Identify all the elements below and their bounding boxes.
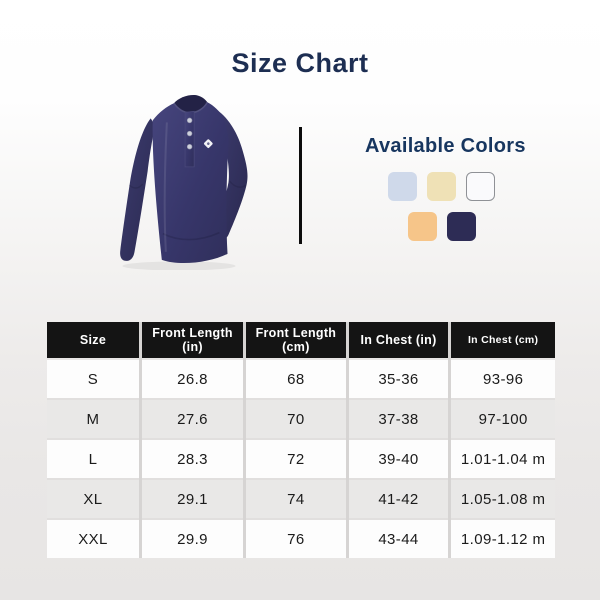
value-cell: 26.8 xyxy=(140,359,244,399)
color-swatch-cream xyxy=(427,172,456,201)
product-photo xyxy=(100,82,258,270)
size-table-header xyxy=(47,322,555,359)
value-cell: 1.09-1.12 m xyxy=(460,530,546,548)
column-header-1: Front Length (in) xyxy=(140,322,244,359)
value-cell: 39-40 xyxy=(347,439,450,479)
value-cell: 72 xyxy=(245,439,348,479)
value-cell: 93-96 xyxy=(450,359,555,399)
page-title: Size Chart xyxy=(231,48,369,78)
size-cell: M xyxy=(47,399,140,439)
value-cell: 35-36 xyxy=(347,359,450,399)
value-cell: 29.9 xyxy=(140,519,244,558)
column-header-3: In Chest (in) xyxy=(347,322,450,359)
value-cell: 43-44 xyxy=(347,519,450,558)
value-cell: 68 xyxy=(245,359,348,399)
value-cell: 74 xyxy=(245,479,348,519)
table-row-m xyxy=(47,399,555,439)
swatch-row-1 xyxy=(388,172,495,201)
value-cell: 1.05-1.08 m xyxy=(450,479,555,519)
column-header-2: Front Length (cm) xyxy=(245,322,348,359)
value-cell: 1.01-1.04 m xyxy=(450,439,555,479)
value-cell: 41-42 xyxy=(347,479,450,519)
table-row-xxl xyxy=(47,519,555,558)
available-colors-title: Available Colors xyxy=(365,135,526,157)
table-row-l xyxy=(47,439,555,479)
value-cell: 27.6 xyxy=(140,399,244,439)
value-cell: 37-38 xyxy=(347,399,450,439)
size-table-body xyxy=(47,359,555,558)
column-header-0: Size xyxy=(47,322,140,359)
table-row-s xyxy=(47,359,555,399)
henley-shirt-illustration xyxy=(100,82,258,270)
color-swatch-peach xyxy=(408,212,437,241)
value-cell: 76 xyxy=(245,519,348,558)
table-row-xl xyxy=(47,479,555,519)
size-cell: XL xyxy=(47,479,140,519)
value-cell: 29.1 xyxy=(140,479,244,519)
size-cell: S xyxy=(47,359,140,399)
color-swatch-navy xyxy=(447,212,476,241)
value-cell: 97-100 xyxy=(450,399,555,439)
size-cell: XXL xyxy=(47,519,140,558)
column-header-4: In Chest (cm) xyxy=(450,322,555,359)
value-cell: 70 xyxy=(245,399,348,439)
swatch-row-2 xyxy=(408,212,476,241)
size-table xyxy=(47,322,555,558)
color-swatch-white xyxy=(466,172,495,201)
vertical-divider xyxy=(299,127,302,244)
size-cell: L xyxy=(47,439,140,479)
value-cell: 28.3 xyxy=(140,439,244,479)
color-swatch-light-blue xyxy=(388,172,417,201)
